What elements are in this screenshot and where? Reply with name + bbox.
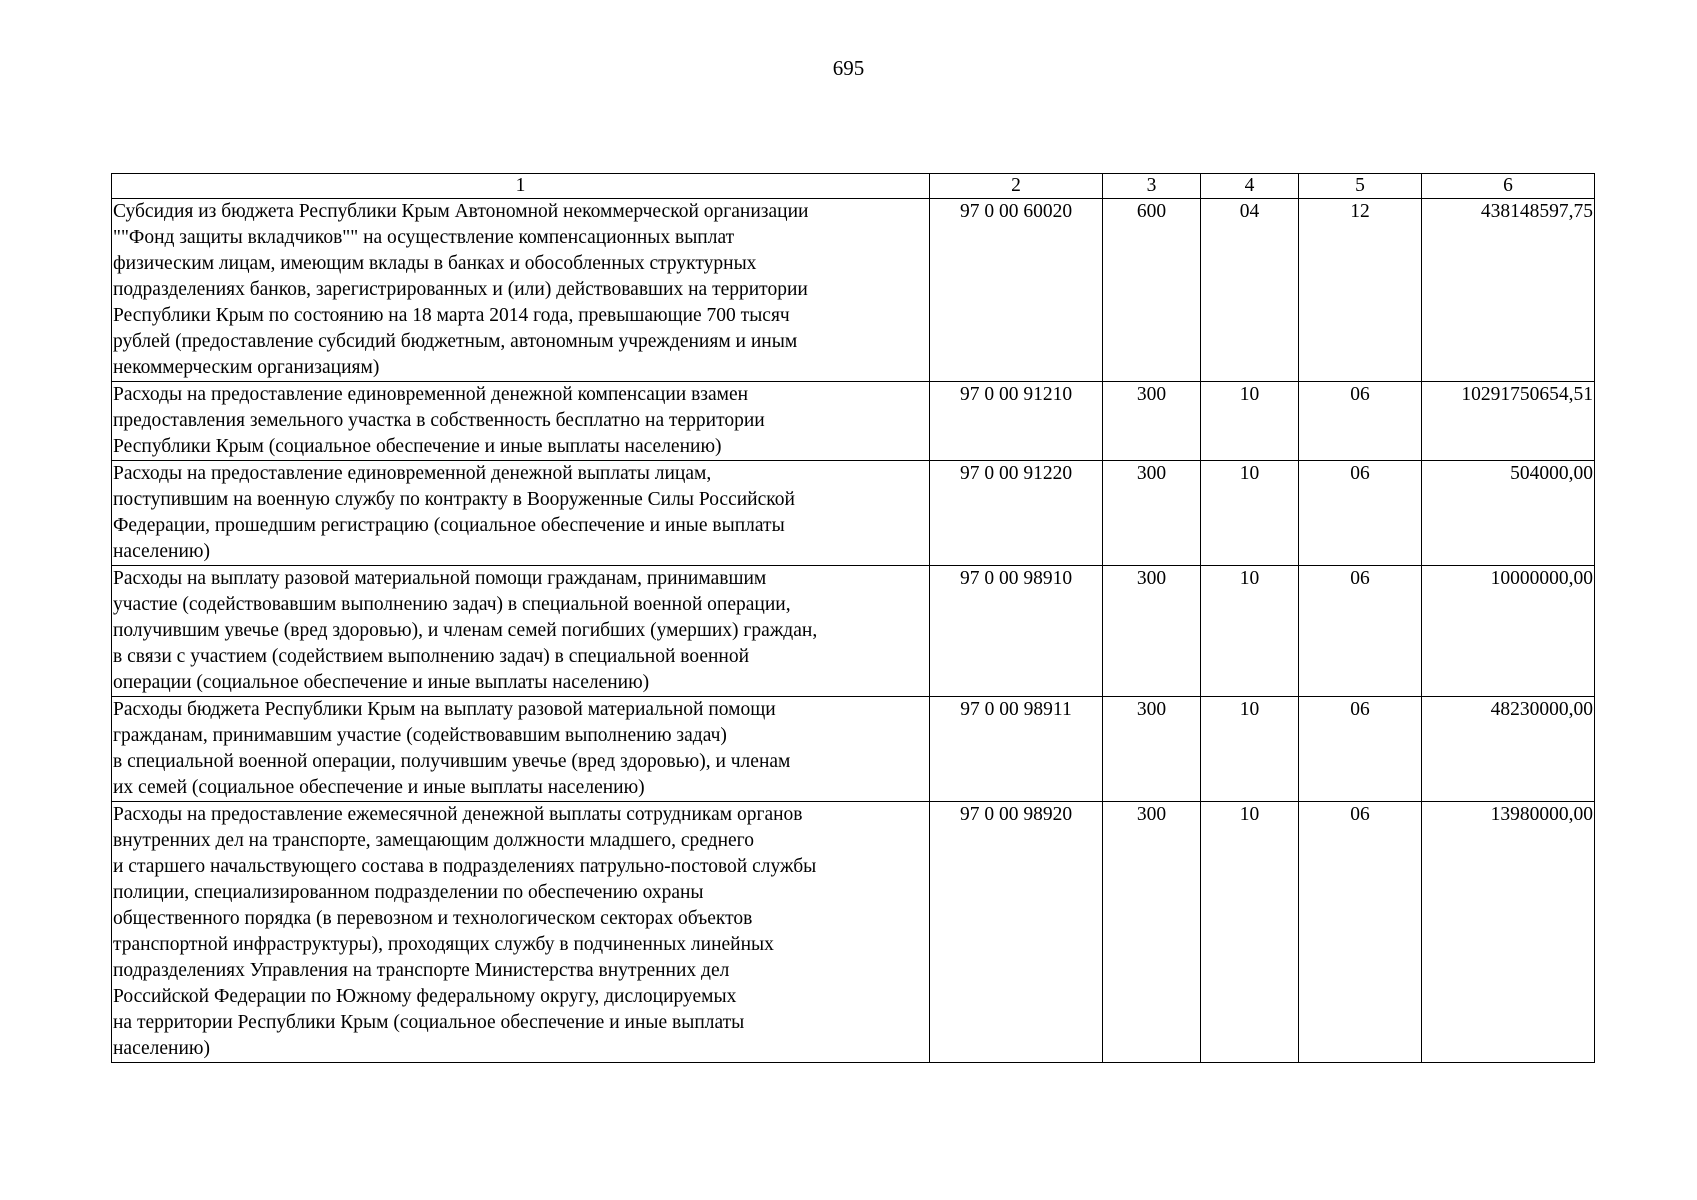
column-header: 4: [1201, 174, 1299, 199]
row-section: 04: [1201, 199, 1299, 382]
row-amount: 13980000,00: [1422, 802, 1595, 1063]
row-subsection: 12: [1299, 199, 1422, 382]
row-amount: 438148597,75: [1422, 199, 1595, 382]
row-subsection: 06: [1299, 697, 1422, 802]
row-amount: 10291750654,51: [1422, 382, 1595, 461]
table-header-row: [112, 174, 1595, 199]
row-expense-type: 600: [1103, 199, 1201, 382]
row-amount: 504000,00: [1422, 461, 1595, 566]
column-header: 5: [1299, 174, 1422, 199]
row-expense-type: 300: [1103, 802, 1201, 1063]
row-description: Расходы на предоставление единовременной денежной выплаты лицам, поступившим на военную службу по контракту в Вооруженные Силы Российской Федерации, прошедшим регистрацию (социальное обеспечение и иные выплаты населению): [112, 461, 930, 566]
row-target-code: 97 0 00 91220: [930, 461, 1103, 566]
table-row: [112, 199, 1595, 382]
table-row: [112, 802, 1595, 1063]
row-section: 10: [1201, 802, 1299, 1063]
row-subsection: 06: [1299, 461, 1422, 566]
row-section: 10: [1201, 697, 1299, 802]
row-section: 10: [1201, 461, 1299, 566]
row-description: Расходы на предоставление единовременной денежной компенсации взамен предоставления земельного участка в собственность бесплатно на территории Республики Крым (социальное обеспечение и иные выплаты населению): [112, 382, 930, 461]
column-header: 1: [112, 174, 930, 199]
budget-table: [111, 173, 1595, 1063]
row-subsection: 06: [1299, 802, 1422, 1063]
table-row: [112, 566, 1595, 697]
table-row: [112, 461, 1595, 566]
row-target-code: 97 0 00 60020: [930, 199, 1103, 382]
row-amount: 48230000,00: [1422, 697, 1595, 802]
row-description: Расходы на предоставление ежемесячной денежной выплаты сотрудникам органов внутренних дел на транспорте, замещающим должности младшего, среднего и старшего начальствующего состава в подразделениях патрульно-постовой службы полиции, специализированном подразделении по обеспечению охраны общественного порядка (в перевозном и технологическом секторах объектов транспортной инфраструктуры), проходящих службу в подчиненных линейных подразделениях Управления на транспорте Министерства внутренних дел Российской Федерации по Южному федеральному округу, дислоцируемых на территории Республики Крым (социальное обеспечение и иные выплаты населению): [112, 802, 930, 1063]
row-amount: 10000000,00: [1422, 566, 1595, 697]
row-description: Расходы на выплату разовой материальной помощи гражданам, принимавшим участие (содействовавшим выполнению задач) в специальной военной операции, получившим увечье (вред здоровью), и членам семей погибших (умерших) граждан, в связи с участием (содействием выполнению задач) в специальной военной операции (социальное обеспечение и иные выплаты населению): [112, 566, 930, 697]
row-target-code: 97 0 00 98910: [930, 566, 1103, 697]
column-header: 2: [930, 174, 1103, 199]
row-description: Расходы бюджета Республики Крым на выплату разовой материальной помощи гражданам, принимавшим участие (содействовавшим выполнению задач) в специальной военной операции, получившим увечье (вред здоровью), и членам их семей (социальное обеспечение и иные выплаты населению): [112, 697, 930, 802]
row-target-code: 97 0 00 98911: [930, 697, 1103, 802]
column-header: 3: [1103, 174, 1201, 199]
column-header: 6: [1422, 174, 1595, 199]
row-section: 10: [1201, 566, 1299, 697]
row-expense-type: 300: [1103, 697, 1201, 802]
row-expense-type: 300: [1103, 566, 1201, 697]
row-description: Субсидия из бюджета Республики Крым Автономной некоммерческой организации ""Фонд защиты вкладчиков"" на осуществление компенсационных выплат физическим лицам, имеющим вклады в банках и обособленных структурных подразделениях банков, зарегистрированных и (или) действовавших на территории Республики Крым по состоянию на 18 марта 2014 года, превышающие 700 тысяч рублей (предоставление субсидий бюджетным, автономным учреждениям и иным некоммерческим организациям): [112, 199, 930, 382]
row-subsection: 06: [1299, 566, 1422, 697]
row-subsection: 06: [1299, 382, 1422, 461]
row-section: 10: [1201, 382, 1299, 461]
table-row: [112, 382, 1595, 461]
table-row: [112, 697, 1595, 802]
row-expense-type: 300: [1103, 382, 1201, 461]
page-number: 695: [832, 56, 865, 80]
row-target-code: 97 0 00 98920: [930, 802, 1103, 1063]
row-target-code: 97 0 00 91210: [930, 382, 1103, 461]
row-expense-type: 300: [1103, 461, 1201, 566]
